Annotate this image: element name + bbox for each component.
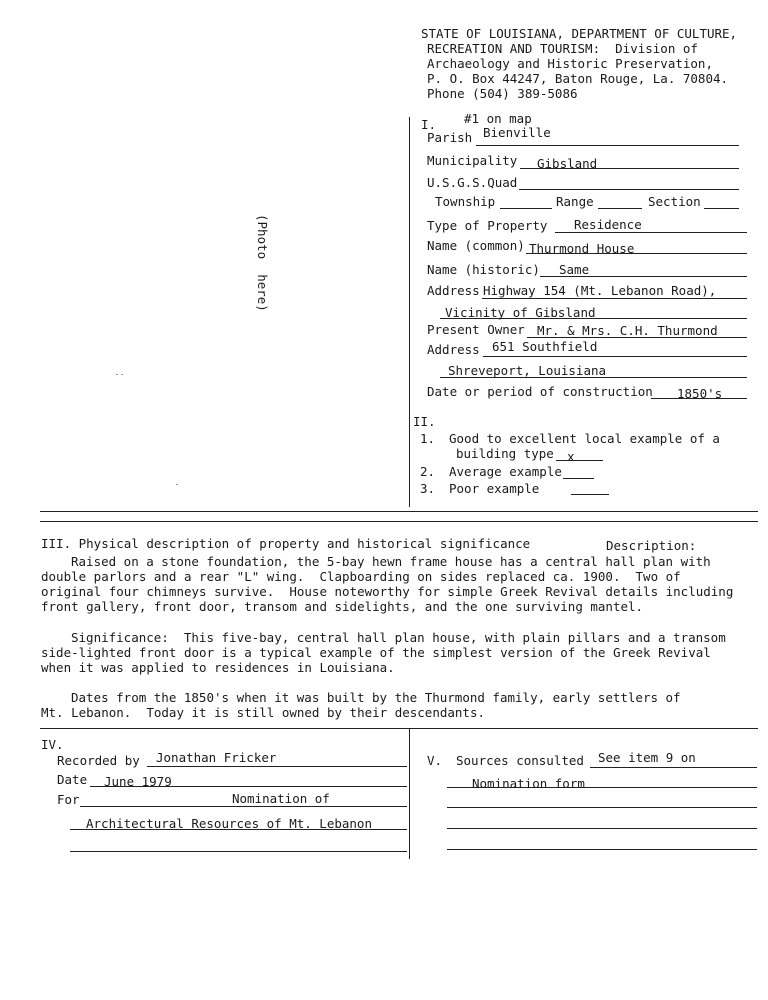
type-value: Residence bbox=[574, 217, 642, 232]
construction-date-label: Date or period of construction bbox=[427, 384, 653, 399]
significance-line-3: when it was applied to residences in Louisiana. bbox=[41, 660, 395, 675]
description-line-1: Raised on a stone foundation, the 5-bay hewn frame house has a central hall plan with bbox=[71, 554, 711, 569]
significance-line-1: Significance: This five-bay, central hall plan house, with plain pillars and a transom bbox=[71, 630, 726, 645]
for-line-3 bbox=[70, 851, 407, 852]
municipality-value: Gibsland bbox=[537, 156, 598, 171]
owner-address-line-1 bbox=[483, 356, 747, 357]
sources-line-3 bbox=[447, 807, 757, 808]
description-line-3: original four chimneys survive. House noteworthy for simple Greek Revival details including bbox=[41, 584, 734, 599]
name-historic-label: Name (historic) bbox=[427, 262, 540, 277]
rating-1-building-type: building type bbox=[456, 446, 554, 461]
owner-value: Mr. & Mrs. C.H. Thurmond bbox=[537, 323, 718, 338]
for-value-1: Nomination of bbox=[232, 791, 330, 806]
township-line bbox=[500, 208, 552, 209]
header-line-3: Archaeology and Historic Preservation, bbox=[427, 56, 713, 71]
construction-date-value: 1850's bbox=[677, 386, 723, 401]
description-line-2: double parlors and a rear "L" wing. Clapboarding on sides replaced ca. 1900. Two of bbox=[41, 569, 681, 584]
owner-address-label: Address bbox=[427, 342, 480, 357]
sources-line-5 bbox=[447, 849, 757, 850]
sources-line-4 bbox=[447, 828, 757, 829]
photo-placeholder: (Photo here) bbox=[255, 214, 270, 312]
address-label: Address bbox=[427, 283, 480, 298]
for-label: For bbox=[57, 792, 80, 807]
name-common-value: Thurmond House bbox=[529, 241, 635, 256]
rating-2-text: Average example bbox=[449, 464, 562, 479]
header-line-5: Phone (504) 389-5086 bbox=[427, 86, 578, 101]
parish-label: Parish bbox=[427, 130, 473, 145]
owner-address-value-2: Shreveport, Louisiana bbox=[448, 363, 607, 378]
rating-1-number: 1. bbox=[420, 431, 436, 446]
usgs-label: U.S.G.S.Quad bbox=[427, 175, 518, 190]
owner-line bbox=[527, 337, 747, 338]
scan-speck bbox=[176, 484, 178, 485]
section-4-top-rule bbox=[40, 728, 758, 729]
rating-1-line bbox=[556, 460, 603, 461]
construction-date-line bbox=[651, 398, 747, 399]
scan-speck bbox=[121, 374, 123, 375]
address-value-1: Highway 154 (Mt. Lebanon Road), bbox=[483, 283, 717, 298]
usgs-line bbox=[519, 189, 739, 190]
dates-line-1: Dates from the 1850's when it was built by the Thurmond family, early settlers of bbox=[71, 690, 681, 705]
date-value: June 1979 bbox=[104, 774, 172, 789]
for-line-2 bbox=[70, 829, 407, 830]
section-3-heading: III. Physical description of property and historical significance bbox=[41, 536, 531, 551]
section-2-numeral: II. bbox=[413, 414, 436, 429]
range-label: Range bbox=[556, 194, 594, 209]
sources-line-1 bbox=[590, 767, 757, 768]
header-line-2: RECREATION AND TOURISM: Division of bbox=[427, 41, 698, 56]
scan-speck bbox=[116, 374, 118, 375]
rating-3-line bbox=[571, 494, 609, 495]
lower-vertical-divider bbox=[409, 728, 410, 859]
address-line-2 bbox=[440, 318, 747, 319]
name-common-label: Name (common) bbox=[427, 238, 525, 253]
sources-value-2: Nomination form bbox=[472, 776, 585, 791]
recorded-by-value: Jonathan Fricker bbox=[156, 750, 277, 765]
owner-address-value-1: 651 Southfield bbox=[492, 339, 598, 354]
date-label: Date bbox=[57, 772, 88, 787]
significance-line-2: side-lighted front door is a typical example of the simplest version of the Greek Revival bbox=[41, 645, 711, 660]
rating-3-number: 3. bbox=[420, 481, 436, 496]
rating-2-line bbox=[563, 478, 594, 479]
map-note: #1 on map bbox=[464, 111, 532, 126]
sources-label: Sources consulted bbox=[456, 753, 584, 768]
parish-value: Bienville bbox=[483, 125, 551, 140]
type-label: Type of Property bbox=[427, 218, 548, 233]
rating-3-text: Poor example bbox=[449, 481, 540, 496]
section-line bbox=[704, 208, 739, 209]
parish-line bbox=[476, 145, 739, 146]
municipality-label: Municipality bbox=[427, 153, 518, 168]
rating-2-number: 2. bbox=[420, 464, 436, 479]
description-label: Description: bbox=[606, 538, 697, 553]
divider-rule-top bbox=[40, 511, 758, 512]
range-line bbox=[598, 208, 642, 209]
for-line-1 bbox=[80, 806, 407, 807]
rating-1-text: Good to excellent local example of a bbox=[449, 431, 720, 446]
sources-line-2 bbox=[447, 787, 757, 788]
type-line bbox=[555, 232, 747, 233]
recorded-by-label: Recorded by bbox=[57, 753, 140, 768]
upper-vertical-divider bbox=[409, 117, 410, 507]
name-historic-value: Same bbox=[559, 262, 590, 277]
rating-1-mark: x bbox=[567, 449, 575, 464]
section-5-numeral: V. bbox=[427, 753, 443, 768]
sources-value-1: See item 9 on bbox=[598, 750, 696, 765]
section-4-numeral: IV. bbox=[41, 737, 64, 752]
header-line-1: STATE OF LOUISIANA, DEPARTMENT OF CULTURE, bbox=[421, 26, 738, 41]
municipality-line bbox=[520, 168, 739, 169]
owner-label: Present Owner bbox=[427, 322, 525, 337]
section-label: Section bbox=[648, 194, 701, 209]
description-line-4: front gallery, front door, transom and sidelights, and the one surviving mantel. bbox=[41, 599, 644, 614]
date-line bbox=[90, 786, 407, 787]
section-1-numeral: I. bbox=[421, 117, 437, 132]
name-historic-line bbox=[540, 276, 747, 277]
recorded-by-line bbox=[147, 766, 407, 767]
for-value-2: Architectural Resources of Mt. Lebanon bbox=[86, 816, 372, 831]
township-label: Township bbox=[435, 194, 496, 209]
address-value-2: Vicinity of Gibsland bbox=[445, 305, 596, 320]
owner-address-line-2 bbox=[440, 377, 747, 378]
dates-line-2: Mt. Lebanon. Today it is still owned by their descendants. bbox=[41, 705, 486, 720]
name-common-line bbox=[526, 253, 747, 254]
divider-rule-bottom bbox=[40, 521, 758, 522]
header-line-4: P. O. Box 44247, Baton Rouge, La. 70804. bbox=[427, 71, 729, 86]
address-line-1 bbox=[482, 298, 747, 299]
